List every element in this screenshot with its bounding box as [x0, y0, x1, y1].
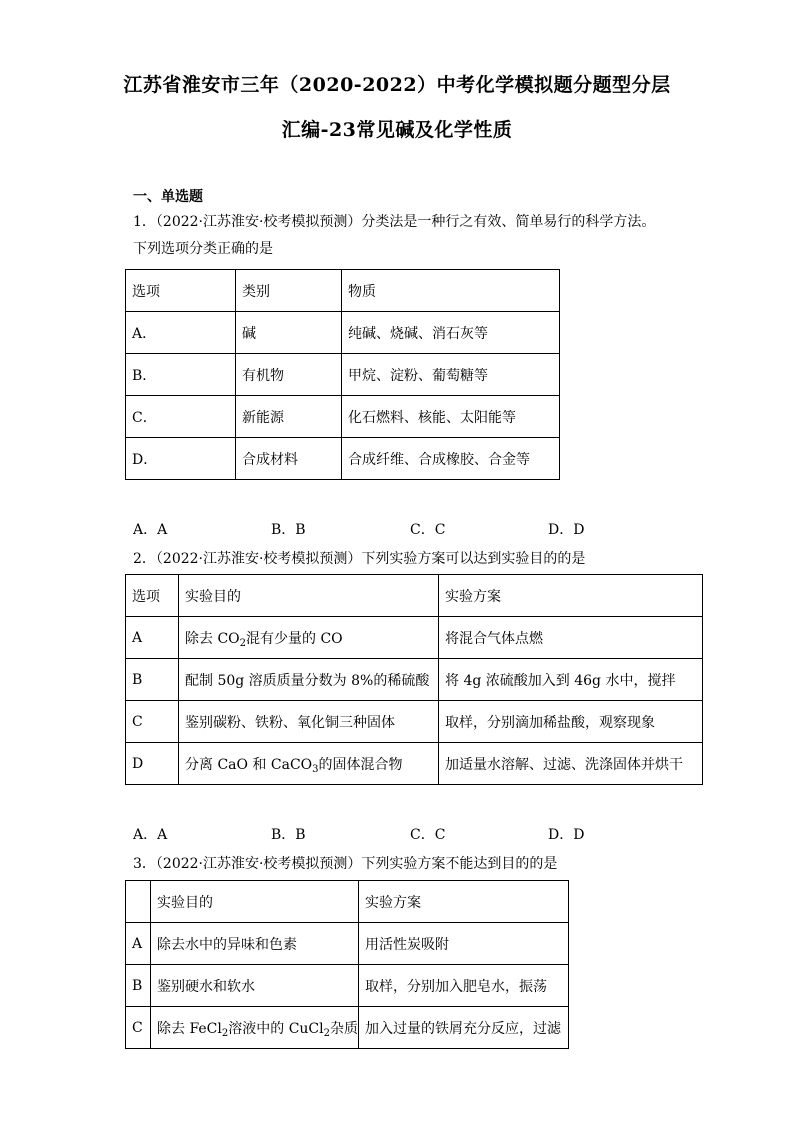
table-row — [126, 438, 560, 480]
option-d[interactable]: D．D — [548, 522, 585, 538]
table-cell — [151, 1007, 359, 1049]
option-a[interactable]: A．A — [133, 522, 168, 538]
table-cell: C — [126, 701, 179, 743]
table-cell: 取样，分别滴加稀盐酸，观察现象 — [439, 701, 703, 743]
header-cell: 物质 — [342, 270, 560, 312]
table-header-row — [126, 270, 560, 312]
table-cell — [151, 965, 359, 1007]
header-cell: 选项 — [126, 575, 179, 617]
section-heading: 一、单选题 — [133, 189, 203, 205]
header-cell: 实验目的 — [179, 575, 439, 617]
table-cell: C． — [126, 396, 236, 438]
goal-text: 鉴别碳粉、铁粉、氧化铜三种固体 — [185, 714, 395, 731]
document-title-line2: 汇编-23常见碱及化学性质 — [281, 119, 513, 141]
table-cell: 用活性炭吸附 — [359, 923, 569, 965]
question-3-table — [125, 880, 569, 1049]
question-3-stem: 3．（2022·江苏淮安·校考模拟预测）下列实验方案不能达到目的的是 — [133, 856, 558, 872]
option-c[interactable]: C．C — [410, 827, 446, 843]
header-cell — [126, 881, 151, 923]
table-cell — [179, 701, 439, 743]
table-header-row — [126, 881, 569, 923]
goal-text: 除去 CO — [185, 630, 240, 647]
table-row — [126, 923, 569, 965]
goal-text: 分离 CaO 和 CaCO — [185, 756, 313, 773]
table-cell: 纯碱、烧碱、消石灰等 — [342, 312, 560, 354]
subscript: 2 — [323, 1027, 330, 1039]
option-b[interactable]: B．B — [271, 522, 306, 538]
goal-text: 鉴别硬水和软水 — [157, 978, 255, 995]
table-cell: 新能源 — [236, 396, 342, 438]
table-row — [126, 701, 703, 743]
table-cell: 化石燃料、核能、太阳能等 — [342, 396, 560, 438]
option-b[interactable]: B．B — [271, 827, 306, 843]
question-1-table — [125, 269, 560, 480]
table-cell — [179, 743, 439, 785]
table-row — [126, 354, 560, 396]
table-row — [126, 396, 560, 438]
question-1-stem: 1．（2022·江苏淮安·校考模拟预测）分类法是一种行之有效、简单易行的科学方法。下列选项分类正确的是 — [133, 214, 656, 257]
header-cell: 类别 — [236, 270, 342, 312]
table-cell: 取样，分别加入肥皂水，振荡 — [359, 965, 569, 1007]
goal-text: 除去水中的异味和色素 — [157, 936, 297, 953]
table-row — [126, 965, 569, 1007]
question-2-stem: 2．（2022·江苏淮安·校考模拟预测）下列实验方案可以达到实验目的的是 — [133, 551, 586, 567]
header-cell: 选项 — [126, 270, 236, 312]
option-c[interactable]: C．C — [410, 522, 446, 538]
table-row — [126, 659, 703, 701]
table-cell: 将 4g 浓硫酸加入到 46g 水中，搅拌 — [439, 659, 703, 701]
table-cell: B — [126, 659, 179, 701]
header-cell: 实验方案 — [359, 881, 569, 923]
table-row — [126, 1007, 569, 1049]
table-cell: B． — [126, 354, 236, 396]
document-title-line1: 江苏省淮安市三年（2020-2022）中考化学模拟题分题型分层 — [123, 74, 671, 96]
option-d[interactable]: D．D — [548, 827, 585, 843]
table-cell: 碱 — [236, 312, 342, 354]
table-cell: C — [126, 1007, 151, 1049]
table-cell: B — [126, 965, 151, 1007]
table-cell: 甲烷、淀粉、葡萄糖等 — [342, 354, 560, 396]
table-row — [126, 743, 703, 785]
header-cell: 实验目的 — [151, 881, 359, 923]
table-cell: 加入过量的铁屑充分反应，过滤 — [359, 1007, 569, 1049]
table-cell: A — [126, 617, 179, 659]
table-row — [126, 312, 560, 354]
goal-text: 溶液中的 CuCl — [228, 1020, 324, 1037]
goal-text: 配制 50g 溶质质量分数为 8%的稀硫酸 — [185, 672, 430, 689]
table-header-row — [126, 575, 703, 617]
goal-text: 混有少量的 CO — [246, 630, 343, 647]
table-cell: D． — [126, 438, 236, 480]
table-cell: 有机物 — [236, 354, 342, 396]
table-cell — [179, 617, 439, 659]
subscript: 2 — [221, 1027, 229, 1039]
table-cell: 加适量水溶解、过滤、洗涤固体并烘干 — [439, 743, 703, 785]
table-cell: 合成材料 — [236, 438, 342, 480]
table-cell — [179, 659, 439, 701]
subscript: 3 — [312, 763, 319, 775]
header-cell: 实验方案 — [439, 575, 703, 617]
table-row — [126, 617, 703, 659]
table-cell: A — [126, 923, 151, 965]
goal-text: 的固体混合物 — [318, 756, 403, 773]
goal-text: 除去 FeCl — [157, 1020, 222, 1037]
table-cell: D — [126, 743, 179, 785]
option-a[interactable]: A．A — [133, 827, 168, 843]
table-cell: 将混合气体点燃 — [439, 617, 703, 659]
question-2-table — [125, 574, 703, 785]
goal-text: 杂质 — [330, 1020, 358, 1037]
table-cell: 合成纤维、合成橡胶、合金等 — [342, 438, 560, 480]
table-cell — [151, 923, 359, 965]
table-cell: A． — [126, 312, 236, 354]
subscript: 2 — [239, 637, 247, 649]
